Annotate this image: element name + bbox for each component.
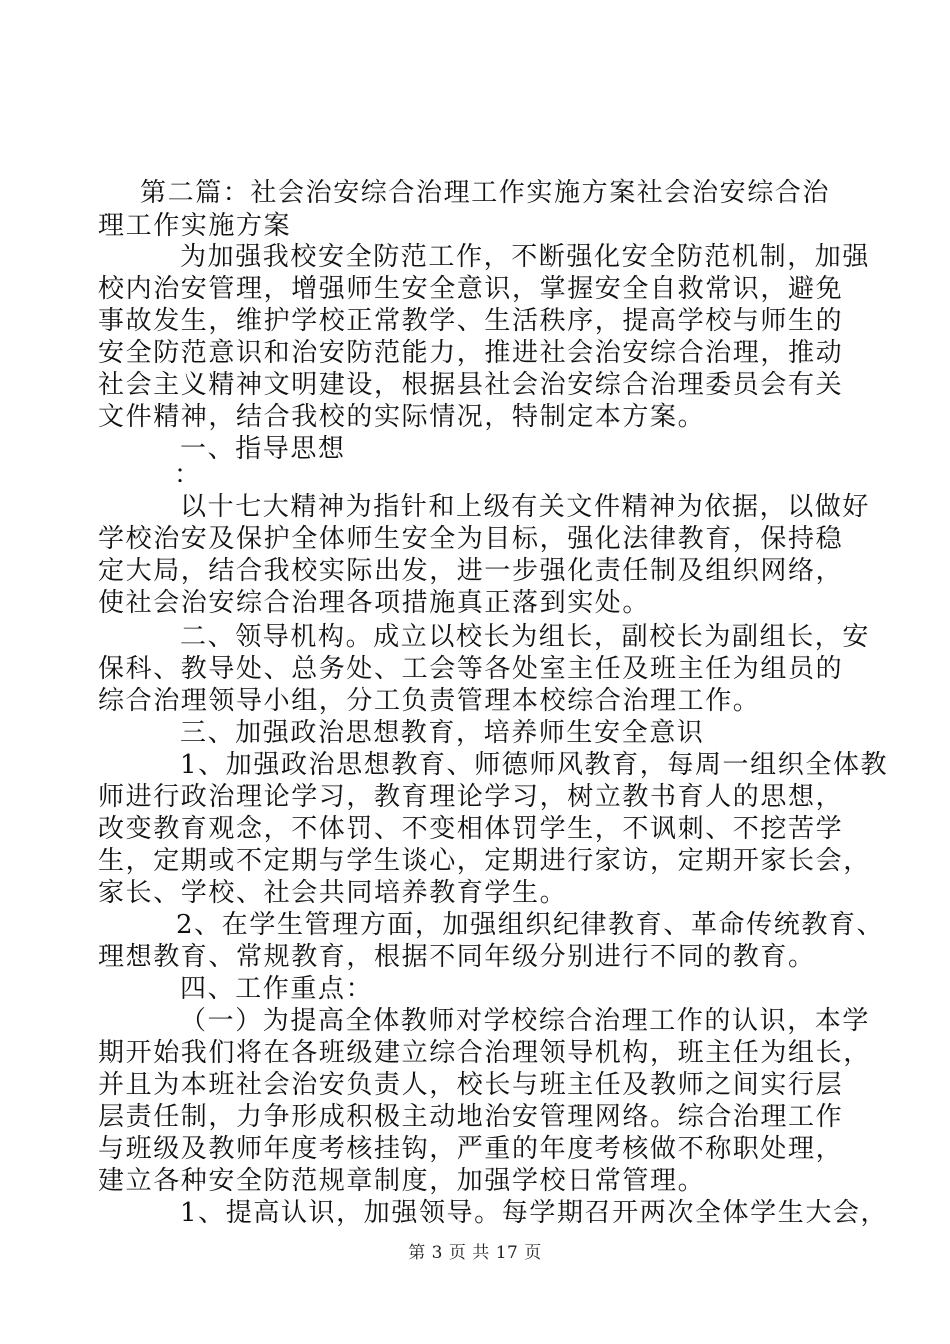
text-line: 与班级及教师年度考核挂钩，严重的年度考核做不称职处理，	[98, 1134, 844, 1164]
text-line: 层责任制，力争形成积极主动地治安管理网络。综合治理工作	[98, 1102, 844, 1132]
text-line: 家长、学校、社会共同培养教育学生。	[98, 878, 568, 908]
text-line: 并且为本班社会治安负责人，校长与班主任及教师之间实行层	[98, 1070, 844, 1100]
text-line: 综合治理领导小组，分工负责管理本校综合治理工作。	[98, 686, 761, 716]
text-line: 理工作实施方案	[98, 211, 292, 241]
text-line: 以十七大精神为指针和上级有关文件精神为依据，以做好	[180, 492, 871, 522]
text-line: 生，定期或不定期与学生谈心，定期进行家访，定期开家长会，	[98, 846, 871, 876]
text-line: 文件精神，结合我校的实际情况，特制定本方案。	[98, 402, 706, 432]
text-line: 第二篇：社会治安综合治理工作实施方案社会治安综合治	[140, 178, 831, 208]
section-heading: 三、加强政治思想教育，培养师生安全意识	[180, 718, 705, 748]
text-line: 使社会治安综合治理各项措施真正落到实处。	[98, 588, 651, 618]
text-line: 保科、教导处、总务处、工会等各处室主任及班主任为组员的	[98, 654, 844, 684]
text-line: 1、提高认识，加强领导。每学期召开两次全体学生大会，	[180, 1198, 889, 1228]
text-line: 建立各种安全防范规章制度，加强学校日常管理。	[98, 1166, 706, 1196]
text-line: 事故发生，维护学校正常教学、生活秩序，提高学校与师生的	[98, 306, 844, 336]
text-line: 改变教育观念，不体罚、不变相体罚学生，不讽刺、不挖苦学	[98, 814, 844, 844]
text-line: （一）为提高全体教师对学校综合治理工作的认识，本学	[180, 1006, 871, 1036]
page-number-footer: 第 3 页 共 17 页	[408, 1243, 542, 1263]
text-line: 期开始我们将在各班级建立综合治理领导机构，班主任为组长，	[98, 1038, 871, 1068]
section-heading: 四、工作重点：	[180, 974, 374, 1004]
text-line: 社会主义精神文明建设，根据县社会治安综合治理委员会有关	[98, 370, 844, 400]
text-line: 学校治安及保护全体师生安全为目标，强化法律教育，保持稳	[98, 524, 844, 554]
text-line: 1、加强政治思想教育、师德师风教育，每周一组织全体教	[180, 750, 889, 780]
text-line: 理想教育、常规教育，根据不同年级分别进行不同的教育。	[98, 942, 816, 972]
text-line: 校内治安管理，增强师生安全意识，掌握安全自救常识，避免	[98, 274, 844, 304]
text-line: 定大局，结合我校实际出发，进一步强化责任制及组织网络，	[98, 556, 844, 586]
text-line: 师进行政治理论学习，教育理论学习，树立教书育人的思想，	[98, 782, 844, 812]
text-line: 为加强我校安全防范工作，不断强化安全防范机制，加强	[180, 242, 871, 272]
text-line: 安全防范意识和治安防范能力，推进社会治安综合治理，推动	[98, 338, 844, 368]
text-line: 2、在学生管理方面，加强组织纪律教育、革命传统教育、	[176, 910, 885, 940]
section-heading: 二、领导机构。成立以校长为组长，副校长为副组长，安	[180, 622, 871, 652]
text-line: ：	[174, 460, 202, 490]
section-heading: 一、指导思想	[180, 434, 346, 464]
